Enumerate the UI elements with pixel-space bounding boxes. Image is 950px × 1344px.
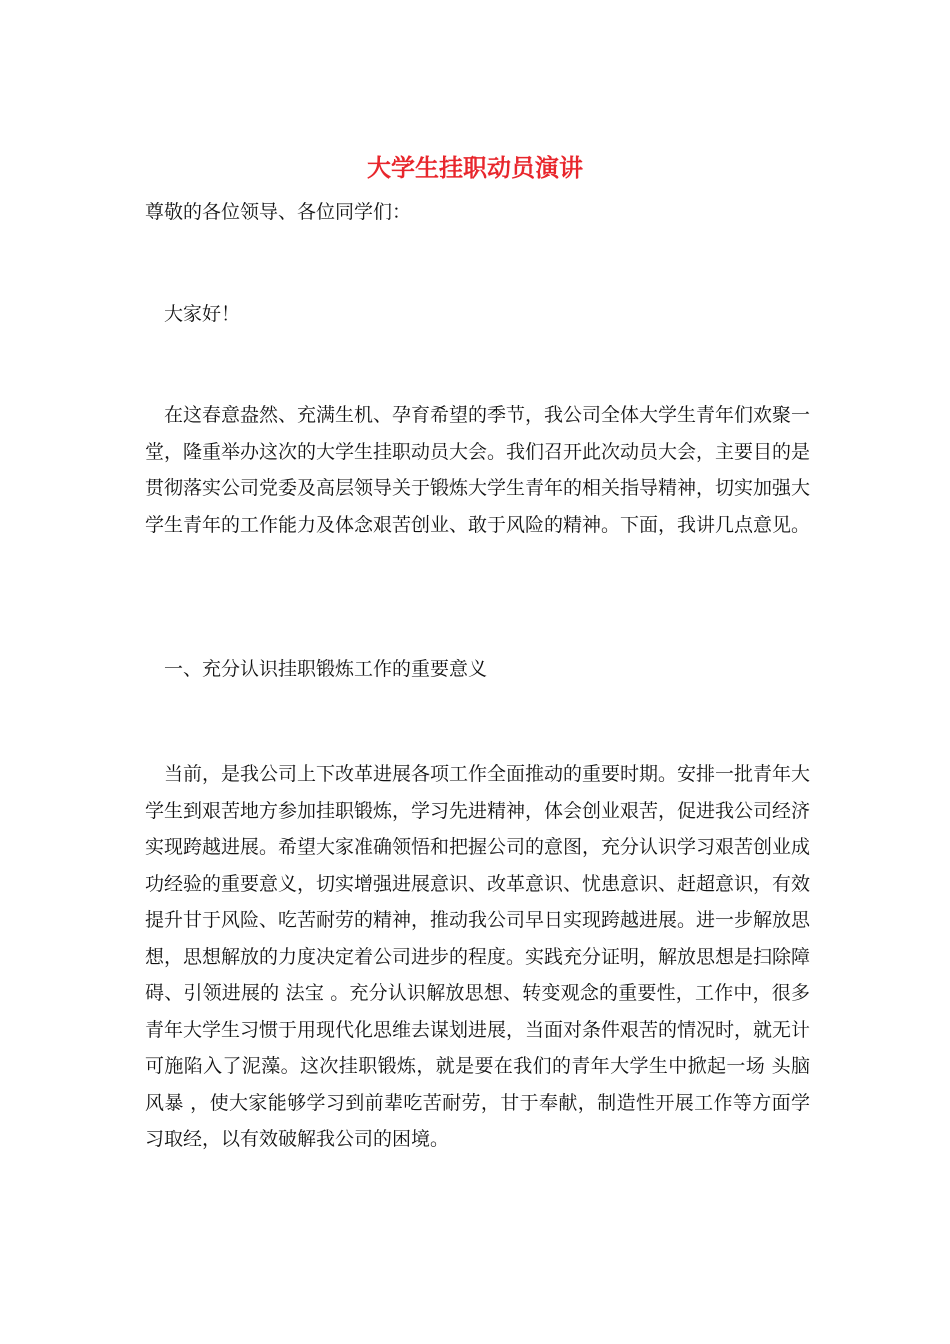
section-heading: 一、充分认识挂职锻炼工作的重要意义 [164, 658, 488, 680]
paragraph-body: 当前，是我公司上下改革进展各项工作全面推动的重要时期。安排一批青年大学生到艰苦地方参加挂职锻炼，学习先进精神，体会创业艰苦，促进我公司经济实现跨越进展。希望大家准确领悟和把握公司的意图，充分认识学习艰苦创业成功经验的重要意义，切实增强进展意识、改革意识、忧患意识、赶超意识，有效提升甘于风险、吃苦耐劳的精神，推动我公司早日实现跨越进展。进一步解放思想，思想解放的力度决定着公司进步的程度。实践充分证明，解放思想是扫除障碍、引领进展的 法宝 。充分认识解放思想、转变观念的重要性，工作中，很多青年大学生习惯于用现代化思维去谋划进展，当面对条件艰苦的情况时，就无计可施陷入了泥藻。这次挂职锻炼，就是要在我们的青年大学生中掀起一场 头脑风暴 ，使大家能够学习到前辈吃苦耐劳，甘于奉献，制造性开展工作等方面学习取经，以有效破解我公司的困境。 [145, 763, 811, 1150]
salutation: 尊敬的各位领导、各位同学们： [145, 201, 412, 223]
greeting: 大家好！ [164, 303, 241, 325]
paragraph-intro: 在这春意盎然、充满生机、孕育希望的季节，我公司全体大学生青年们欢聚一堂，隆重举办这次的大学生挂职动员大会。我们召开此次动员大会，主要目的是贯彻落实公司党委及高层领导关于锻炼大学生青年的相关指导精神，切实加强大学生青年的工作能力及体念艰苦创业、敢于风险的精神。下面，我讲几点意见。 [145, 404, 811, 536]
document-title: 大学生挂职动员演讲 [367, 153, 583, 182]
